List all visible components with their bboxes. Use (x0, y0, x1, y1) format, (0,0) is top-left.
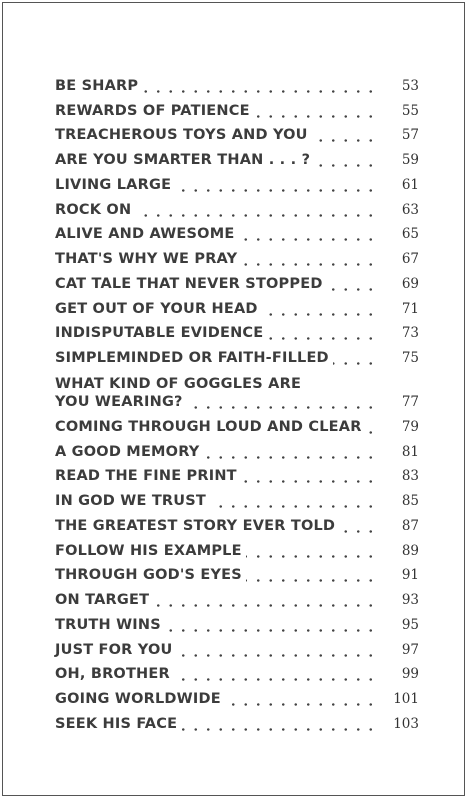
toc-entry-title: THE GREATEST STORY EVER TOLD (55, 517, 336, 534)
toc-entry (55, 538, 419, 563)
toc-entry-title: FOLLOW HIS EXAMPLE (55, 542, 242, 559)
table-of-contents (55, 73, 419, 736)
toc-entry-page: 97 (401, 641, 419, 658)
toc-leader-dots (239, 238, 377, 241)
toc-entry-page: 103 (393, 715, 419, 732)
toc-entry-title: COMING THROUGH LOUD AND CLEAR (55, 418, 362, 435)
toc-entry-title: SEEK HIS FACE (55, 715, 178, 732)
toc-entry-page: 65 (401, 226, 419, 243)
toc-entry-page: 101 (393, 691, 419, 707)
toc-entry-page: 91 (401, 567, 419, 584)
toc-entry-page: 79 (401, 418, 419, 435)
toc-entry (55, 464, 419, 489)
toc-leader-dots (366, 431, 377, 434)
toc-entry-title: IN GOD WE TRUST (55, 493, 207, 509)
toc-entry-title: BE SHARP (55, 77, 139, 94)
toc-entry (55, 197, 419, 222)
toc-entry (55, 686, 419, 711)
toc-entry (55, 73, 419, 98)
toc-leader-dots (327, 288, 377, 291)
toc-leader-dots (211, 505, 377, 508)
toc-entry (55, 612, 419, 637)
toc-leader-dots (246, 579, 377, 582)
toc-entry-page: 53 (401, 77, 419, 94)
toc-entry-title: THAT'S WHY WE PRAY (55, 251, 238, 267)
toc-leader-dots (154, 604, 377, 607)
toc-entry-title: ALIVE AND AWESOME (55, 226, 235, 243)
toc-entry (55, 662, 419, 687)
toc-entry-page: 87 (401, 517, 419, 534)
toc-entry (55, 587, 419, 612)
toc-entry (55, 513, 419, 538)
toc-leader-dots (187, 406, 377, 409)
toc-entry-title: GET OUT OF YOUR HEAD (55, 300, 258, 317)
toc-entry-page: 69 (401, 275, 419, 292)
toc-leader-dots (136, 214, 377, 217)
toc-entry (55, 370, 419, 414)
toc-entry-title: TREACHEROUS TOYS AND YOU (55, 127, 308, 144)
toc-entry-title: WHAT KIND OF GOGGLES ARE YOU WEARING? (55, 376, 302, 410)
toc-leader-dots (254, 115, 377, 118)
toc-entry-title: OH, BROTHER (55, 666, 170, 683)
toc-leader-dots (241, 480, 377, 483)
toc-leader-dots (333, 362, 377, 365)
toc-entry (55, 637, 419, 662)
toc-entry-title: JUST FOR YOU (55, 641, 173, 658)
toc-leader-dots (315, 164, 377, 167)
toc-entry-title: TRUTH WINS (55, 616, 161, 633)
toc-entry-page: 57 (401, 127, 419, 144)
toc-entry-page: 59 (401, 152, 419, 168)
toc-entry-page: 81 (401, 443, 419, 460)
toc-leader-dots (242, 263, 377, 266)
toc-entry-page: 83 (401, 468, 419, 485)
toc-leader-dots (246, 555, 377, 558)
toc-leader-dots (340, 530, 377, 533)
toc-leader-dots (143, 90, 377, 93)
toc-entry-title: ARE YOU SMARTER THAN . . . ? (55, 152, 311, 168)
toc-entry-page: 67 (401, 251, 419, 267)
toc-entry-title: SIMPLEMINDED OR FAITH-FILLED (55, 350, 329, 366)
toc-leader-dots (268, 337, 377, 340)
toc-entry (55, 563, 419, 588)
toc-entry-page: 55 (401, 102, 419, 119)
toc-entry-title: LIVING LARGE (55, 176, 172, 193)
toc-entry (55, 345, 419, 370)
toc-leader-dots (177, 654, 377, 657)
toc-entry-title: A GOOD MEMORY (55, 443, 200, 460)
toc-entry-title: ROCK ON (55, 201, 132, 218)
toc-entry-page: 93 (401, 592, 419, 608)
toc-entry-page: 89 (401, 542, 419, 559)
toc-entry (55, 98, 419, 123)
toc-entry (55, 414, 419, 439)
toc-entry (55, 321, 419, 346)
toc-entry (55, 296, 419, 321)
toc-entry-title: ON TARGET (55, 592, 150, 608)
toc-entry-page: 77 (401, 394, 419, 410)
toc-entry (55, 147, 419, 172)
toc-entry (55, 271, 419, 296)
toc-leader-dots (225, 703, 377, 706)
toc-leader-dots (176, 189, 377, 192)
toc-entry-page: 71 (401, 300, 419, 317)
toc-entry-page: 95 (401, 616, 419, 633)
toc-entry-title: REWARDS OF PATIENCE (55, 102, 250, 119)
toc-entry-page: 75 (401, 350, 419, 366)
toc-leader-dots (174, 678, 377, 681)
toc-entry-title: THROUGH GOD'S EYES (55, 567, 242, 584)
toc-entry (55, 123, 419, 148)
toc-leader-dots (204, 456, 377, 459)
toc-leader-dots (165, 629, 377, 632)
book-page (2, 2, 465, 796)
toc-leader-dots (262, 313, 377, 316)
toc-entry-page: 63 (401, 201, 419, 218)
toc-entry-title: GOING WORLDWIDE (55, 691, 221, 707)
toc-entry-page: 61 (401, 176, 419, 193)
toc-entry-page: 73 (401, 325, 419, 342)
toc-entry-page: 85 (401, 493, 419, 509)
toc-entry (55, 488, 419, 513)
toc-entry-title: CAT TALE THAT NEVER STOPPED (55, 275, 323, 292)
toc-entry (55, 439, 419, 464)
toc-leader-dots (182, 728, 377, 731)
toc-entry (55, 246, 419, 271)
toc-leader-dots (312, 139, 377, 142)
toc-entry-title: READ THE FINE PRINT (55, 468, 237, 485)
toc-entry (55, 222, 419, 247)
toc-entry-title: INDISPUTABLE EVIDENCE (55, 325, 264, 342)
toc-entry (55, 172, 419, 197)
toc-entry (55, 711, 419, 736)
toc-entry-page: 99 (401, 666, 419, 683)
